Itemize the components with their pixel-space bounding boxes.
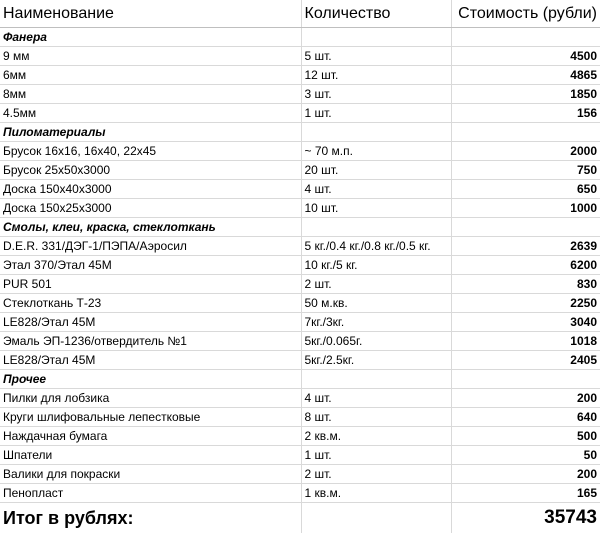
item-name-cell[interactable]: 9 мм [0,47,301,66]
table-row [0,313,600,332]
item-quantity-cell[interactable]: 2 шт. [301,275,451,294]
item-cost-cell[interactable]: 2405 [451,351,600,370]
table-row [0,484,600,503]
item-name-cell[interactable]: Круги шлифовальные лепестковые [0,408,301,427]
item-name-cell[interactable]: 8мм [0,85,301,104]
item-name-cell[interactable]: D.E.R. 331/ДЭГ-1/ПЭПА/Аэросил [0,237,301,256]
table-row [0,199,600,218]
table-row [0,237,600,256]
table-row [0,85,600,104]
table-row [0,47,600,66]
section-empty-cell[interactable] [451,370,600,389]
item-quantity-cell[interactable]: 2 шт. [301,465,451,484]
item-name-cell[interactable]: Валики для покраски [0,465,301,484]
table-row [0,332,600,351]
section-empty-cell[interactable] [301,28,451,47]
total-value[interactable]: 35743 [451,503,600,533]
item-cost-cell[interactable]: 650 [451,180,600,199]
section-row [0,218,600,237]
item-quantity-cell[interactable]: ~ 70 м.п. [301,142,451,161]
item-name-cell[interactable]: Брусок 25х50х3000 [0,161,301,180]
table-body [0,28,600,503]
item-name-cell[interactable]: LE828/Этал 45М [0,313,301,332]
header-row [0,0,600,28]
item-quantity-cell[interactable]: 10 кг./5 кг. [301,256,451,275]
table-row [0,351,600,370]
item-cost-cell[interactable]: 6200 [451,256,600,275]
section-title[interactable]: Пиломатериалы [0,123,301,142]
table-row [0,161,600,180]
section-empty-cell[interactable] [301,123,451,142]
section-empty-cell[interactable] [451,218,600,237]
item-cost-cell[interactable]: 750 [451,161,600,180]
item-quantity-cell[interactable]: 5 шт. [301,47,451,66]
item-quantity-cell[interactable]: 4 шт. [301,180,451,199]
item-name-cell[interactable]: Пенопласт [0,484,301,503]
table-row [0,66,600,85]
item-name-cell[interactable]: Шпатели [0,446,301,465]
item-quantity-cell[interactable]: 1 кв.м. [301,484,451,503]
table-row [0,275,600,294]
item-cost-cell[interactable]: 3040 [451,313,600,332]
section-empty-cell[interactable] [301,218,451,237]
item-quantity-cell[interactable]: 50 м.кв. [301,294,451,313]
item-quantity-cell[interactable]: 7кг./3кг. [301,313,451,332]
section-row [0,28,600,47]
total-label[interactable]: Итог в рублях: [0,503,301,533]
item-cost-cell[interactable]: 2250 [451,294,600,313]
item-name-cell[interactable]: 6мм [0,66,301,85]
item-name-cell[interactable]: Стеклоткань Т-23 [0,294,301,313]
table-row [0,180,600,199]
table-row [0,256,600,275]
item-cost-cell[interactable]: 640 [451,408,600,427]
section-empty-cell[interactable] [301,370,451,389]
table-row [0,427,600,446]
section-empty-cell[interactable] [451,28,600,47]
table-row [0,389,600,408]
item-quantity-cell[interactable]: 5кг./0.065г. [301,332,451,351]
header-cost[interactable]: Стоимость (рубли) [451,0,600,28]
item-cost-cell[interactable]: 50 [451,446,600,465]
item-quantity-cell[interactable]: 10 шт. [301,199,451,218]
section-row [0,370,600,389]
item-quantity-cell[interactable]: 1 шт. [301,104,451,123]
total-row [0,503,600,533]
item-cost-cell[interactable]: 200 [451,389,600,408]
item-name-cell[interactable]: Доска 150х40х3000 [0,180,301,199]
item-cost-cell[interactable]: 4865 [451,66,600,85]
item-quantity-cell[interactable]: 20 шт. [301,161,451,180]
item-name-cell[interactable]: Доска 150х25х3000 [0,199,301,218]
item-quantity-cell[interactable]: 5 кг./0.4 кг./0.8 кг./0.5 кг. [301,237,451,256]
item-quantity-cell[interactable]: 8 шт. [301,408,451,427]
item-cost-cell[interactable]: 2639 [451,237,600,256]
table-row [0,142,600,161]
table-row [0,408,600,427]
section-title[interactable]: Прочее [0,370,301,389]
item-quantity-cell[interactable]: 3 шт. [301,85,451,104]
item-cost-cell[interactable]: 2000 [451,142,600,161]
item-cost-cell[interactable]: 1018 [451,332,600,351]
item-quantity-cell[interactable]: 5кг./2.5кг. [301,351,451,370]
item-quantity-cell[interactable]: 4 шт. [301,389,451,408]
table-row [0,104,600,123]
item-cost-cell[interactable]: 156 [451,104,600,123]
section-title[interactable]: Смолы, клеи, краска, стеклоткань [0,218,301,237]
section-title[interactable]: Фанера [0,28,301,47]
item-name-cell[interactable]: Пилки для лобзика [0,389,301,408]
item-cost-cell[interactable]: 4500 [451,47,600,66]
section-row [0,123,600,142]
item-name-cell[interactable]: Наждачная бумага [0,427,301,446]
item-cost-cell[interactable]: 1850 [451,85,600,104]
item-name-cell[interactable]: LE828/Этал 45М [0,351,301,370]
item-name-cell[interactable]: Эмаль ЭП-1236/отвердитель №1 [0,332,301,351]
item-name-cell[interactable]: Брусок 16х16, 16х40, 22х45 [0,142,301,161]
item-cost-cell[interactable]: 200 [451,465,600,484]
item-quantity-cell[interactable]: 2 кв.м. [301,427,451,446]
item-name-cell[interactable]: Этал 370/Этал 45М [0,256,301,275]
item-cost-cell[interactable]: 500 [451,427,600,446]
total-empty-cell[interactable] [301,503,451,533]
section-empty-cell[interactable] [451,123,600,142]
header-quantity[interactable]: Количество [301,0,451,28]
item-cost-cell[interactable]: 830 [451,275,600,294]
item-name-cell[interactable]: PUR 501 [0,275,301,294]
header-name[interactable]: Наименование [0,0,301,28]
table-row [0,465,600,484]
item-quantity-cell[interactable]: 1 шт. [301,446,451,465]
table-row [0,446,600,465]
item-name-cell[interactable]: 4.5мм [0,104,301,123]
item-cost-cell[interactable]: 165 [451,484,600,503]
item-cost-cell[interactable]: 1000 [451,199,600,218]
table-row [0,294,600,313]
item-quantity-cell[interactable]: 12 шт. [301,66,451,85]
